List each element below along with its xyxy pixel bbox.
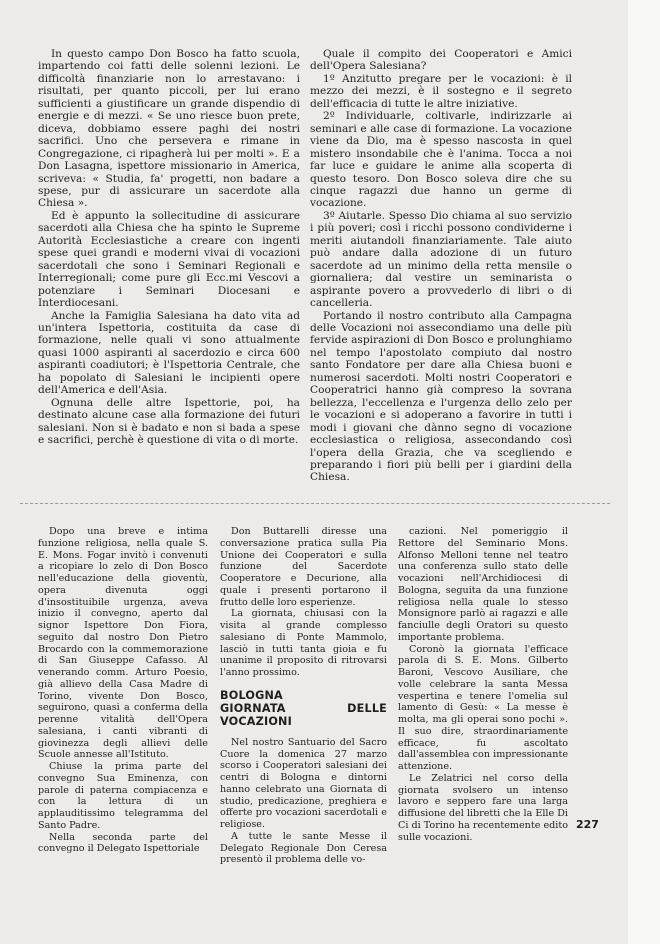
- section-heading: [220, 689, 387, 728]
- top-left-column: [38, 48, 300, 447]
- section-divider: [20, 503, 610, 504]
- paragraph: A tutte le sante Messe il Delegato Regionale Don Ceresa presentò il problema delle vo-: [220, 830, 387, 866]
- paragraph: La giornata, chiusasi con la visita al grande complesso salesiano di Ponte Mammolo, lasciò in tutti tanta gioia e fu unanime il proposito di ritrovarsi l'anno prossimo.: [220, 608, 387, 678]
- section-heading-title: GIORNATA DELLE VOCAZIONI: [220, 701, 387, 728]
- paragraph: 2º Individuarle, coltivarle, indirizzarle ai seminari e alle case di formazione. La vocazione viene da Dio, ma è spesso nascosta in quel mistero insondabile che è l'anima. Tocca a noi far luce e guidare le anime alla scoperta di questo tesoro. Don Bosco soleva dire che su cinque ragazzi due hanno un germe di vocazione.: [310, 110, 572, 210]
- bottom-column-1: [38, 526, 208, 855]
- paragraph: Nel nostro Santuario del Sacro Cuore la domenica 27 marzo scorso i Cooperatori salesiani dei centri di Bologna e dintorni hanno celebrato una Giornata di studio, predicazione, preghiera e offerte pro vocazioni sacerdotali e religiose.: [220, 736, 387, 830]
- paragraph: Ed è appunto la sollecitudine di assicurare sacerdoti alla Chiesa che ha spinto le Supreme Autorità Ecclesiastiche a creare con ingenti spese quei grandi e moderni vivai di vocazioni sacerdotali che sono i Seminari Regionali e Interregionali; come pure gli Ecc.mi Vescovi a potenziare i Seminari Diocesani e Interdiocesani.: [38, 209, 300, 310]
- paragraph: In questo campo Don Bosco ha fatto scuola, impartendo coi fatti delle solenni lezioni. Le difficoltà finanziarie non lo arrestavano: i risultati, per quanto piccoli, per lui erano sufficienti a giustificare un grande dispendio di energie e di mezzi. « Se uno riesce buon prete, diceva, dobbiamo essere paghi dei nostri sacrifici. Uno che persevera e rimane in Congregazione, ci ripagherà lui per molti ». E a Don Lasagna, ispettore missionario in America, scriveva: « Studia, fa' progetti, non badare a spese, pur di assicurare un sacerdote alla Chiesa ».: [38, 48, 300, 210]
- page-number: 227: [576, 818, 599, 831]
- paragraph: cazioni. Nel pomeriggio il Rettore del Seminario Mons. Alfonso Melloni tenne nel teatro una conferenza sullo stato delle vocazioni nell'Archidiocesi di Bologna, seguita da una funzione religiosa nella quale lo stesso Monsignore parlò ai ragazzi e alle fanciulle degli Oratori su questo importante problema.: [398, 526, 568, 643]
- paragraph: Portando il nostro contributo alla Campagna delle Vocazioni noi assecondiamo una delle più fervide aspirazioni di Don Bosco e prolunghiamo nel tempo l'apostolato compiuto dal nostro santo Fondatore per dare alla Chiesa buoni e numerosi sacerdoti. Molti nostri Cooperatori e Cooperatrici hanno già compreso la sovrana bellezza, l'eccellenza e l'urgenza dello zelo per le vocazioni e si adoperano a favorire in tutti i modi i giovani che dànno segno di vocazione ecclesiastica o religiosa, assecondando così l'opera della Grazia, che va scegliendo e preparando i fiori più belli per i giardini della Chiesa.: [310, 309, 572, 484]
- paragraph: Chiuse la prima parte del convegno Sua Eminenza, con parole di paterna compiacenza e con la lettura di un applauditissimo telegramma del Santo Padre.: [38, 761, 208, 831]
- paragraph: Dopo una breve e intima funzione religiosa, nella quale S. E. Mons. Fogar invitò i convenuti a ricopiare lo zelo di Don Bosco nell'educazione della gioventù, opera divenuta oggi d'insostituibile urgenza, aveva inizio il convegno, aperto dal signor Ispettore Don Fiora, seguito dal nostro Don Pietro Brocardo con la commemorazione di San Giuseppe Cafasso. Al venerando comm. Arturo Poesio, già allievo della Casa Madre di Torino, vivente Don Bosco, seguirono, quasi a conferma della perenne vitalità dell'Opera salesiana, i canti vibranti di giovinezza degli allievi delle Scuole annesse all'Istituto.: [38, 526, 208, 761]
- bottom-column-2: [220, 526, 387, 866]
- paragraph: Le Zelatrici nel corso della giornata svolsero un intenso lavoro e seppero fare una larga diffusione del libretti che la Elle Di Ci di Torino ha recentemente edito sulle vocazioni.: [398, 772, 568, 843]
- paragraph: Ognuna delle altre Ispettorie, poi, ha destinato alcune case alla formazione dei futuri salesiani. Non si è badato e non si bada a spese e sacrifici, perchè è questione di vita o di morte.: [38, 396, 300, 447]
- paragraph: Coronò la giornata l'efficace parola di S. E. Mons. Gilberto Baroni, Vescovo Ausiliare, che volle celebrare la santa Messa vespertina e tenere l'omelia sul lamento di Gesù: « La messe è molta, ma gli operai sono pochi ». Il suo dire, straordinariamente efficace, fu ascoltato dall'assemblea con impressionante attenzione.: [398, 643, 568, 772]
- paragraph: Anche la Famiglia Salesiana ha dato vita ad un'intera Ispettoria, costituita da case di formazione, nelle quali vi sono attualmente quasi 1000 aspiranti al sacerdozio e circa 600 aspiranti coadiutori; è l'Ispettoria Centrale, che ha popolato di Salesiani le incipienti opere dell'America e dell'Asia.: [38, 309, 300, 397]
- paragraph: 3º Aiutarle. Spesso Dio chiama al suo servizio i più poveri; così i ricchi possono condividerne i meriti aiutandoli finanziariamente. Tale aiuto può andare dalla adozione di un futuro sacerdote ad un minimo della retta mensile o giornaliera; dal vestire un seminarista o aspirante povero a provvederlo di libri o di cancelleria.: [310, 209, 572, 310]
- question-heading: Quale il compito dei Cooperatori e Amici dell'Opera Salesiana?: [310, 48, 572, 73]
- section-heading-city: BOLOGNA: [220, 688, 283, 702]
- paragraph: Don Buttarelli diresse una conversazione pratica sulla Pia Unione dei Cooperatori e sulla funzione del Sacerdote Cooperatore e Decurione, alla quale i presenti portarono il frutto delle loro esperienze.: [220, 526, 387, 608]
- scan-margin: [628, 0, 660, 944]
- top-right-column: [310, 48, 572, 484]
- paragraph: Nella seconda parte del convegno il Delegato Ispettoriale: [38, 831, 208, 855]
- paragraph: 1º Anzitutto pregare per le vocazioni: è il mezzo dei mezzi, è il sostegno e il segreto dell'efficacia di tutte le altre iniziative.: [310, 72, 572, 110]
- bottom-column-3: [398, 526, 568, 843]
